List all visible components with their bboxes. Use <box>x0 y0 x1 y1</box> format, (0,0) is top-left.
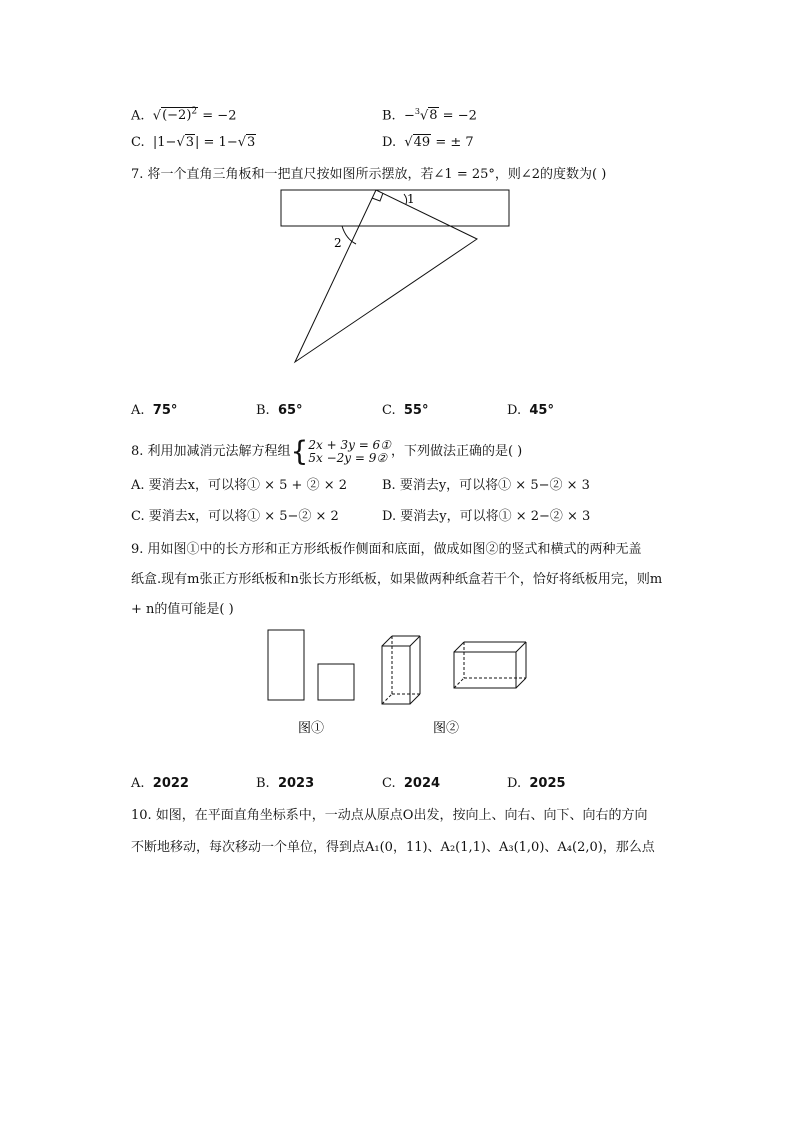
equation-system: 2x + 3y = 6① 5x −2y = 9② <box>308 437 391 465</box>
q8-stem: 8. 利用加减消元法解方程组{2x + 3y = 6① 5x −2y = 9② ，下列做法正确的是( ) <box>131 434 523 468</box>
q9-figure-boxes <box>262 626 542 741</box>
triangle-outline <box>295 190 477 362</box>
fig1-caption: 图① <box>298 721 325 736</box>
q9-option-d: D. 2025 <box>507 776 566 791</box>
ruler-rect <box>281 190 509 226</box>
q6-option-c: C. |1−√3| = 1−√3 <box>131 135 256 150</box>
q7-stem: 7. 将一个直角三角板和一把直尺按如图所示摆放，若∠1 = 25°，则∠2的度数为( ) <box>131 167 607 182</box>
fig2-caption: 图② <box>433 721 460 736</box>
rectangle-board <box>268 630 304 700</box>
q10-stem-line2: 不断地移动，每次移动一个单位，得到点A₁(0，11)、A₂(1,1)、A₃(1,0)、A₄(2,0)，那么点 <box>131 840 655 855</box>
q9-stem-line3: + n的值可能是( ) <box>131 602 234 617</box>
q10-stem-line1: 10. 如图，在平面直角坐标系中，一动点从原点O出发，按向上、向右、向下、向右的方向 <box>131 808 648 823</box>
angle2-label: 2 <box>334 236 342 250</box>
q9-option-c: C. 2024 <box>382 776 441 791</box>
q6-option-a: A. $√(-2)^2 = -2$ <box>131 107 237 124</box>
q8-option-c: C. 要消去x，可以将① × 5−② × 2 <box>131 509 339 524</box>
q6-option-d: D. √49 = ± 7 <box>382 135 474 150</box>
horizontal-box <box>454 642 526 688</box>
q6-a-radicand: $(-2)^2$ <box>162 107 198 124</box>
q7-option-d: D. 45° <box>507 403 554 418</box>
q8-option-b: B. 要消去y，可以将① × 5−② × 3 <box>382 478 590 493</box>
q7-option-a: A. 75° <box>131 403 178 418</box>
vertical-box <box>382 636 420 704</box>
q8-option-a: A. 要消去x，可以将① × 5 + ② × 2 <box>131 478 347 493</box>
q9-option-a: A. 2022 <box>131 776 189 791</box>
system-brace: { <box>290 434 309 468</box>
angle2-arc <box>342 226 356 244</box>
sqrt-sign: √ <box>152 108 162 124</box>
q8-option-d: D. 要消去y，可以将① × 2−② × 3 <box>382 509 591 524</box>
q9-stem-line2: 纸盒.现有m张正方形纸板和n张长方形纸板，如果做两种纸盒若干个，恰好将纸板用完，则m <box>131 572 663 587</box>
q9-option-b: B. 2023 <box>256 776 315 791</box>
square-board <box>318 664 354 700</box>
angle1-label: 1 <box>407 192 415 206</box>
q7-option-b: B. 65° <box>256 403 303 418</box>
q9-stem-line1: 9. 用如图①中的长方形和正方形纸板作侧面和底面，做成如图②的竖式和横式的两种无盖 <box>131 542 642 557</box>
q7-option-c: C. 55° <box>382 403 429 418</box>
q6-option-b: B. −$^3$√8 = −2 <box>382 107 477 124</box>
q7-figure-ruler-triangle <box>270 185 520 370</box>
